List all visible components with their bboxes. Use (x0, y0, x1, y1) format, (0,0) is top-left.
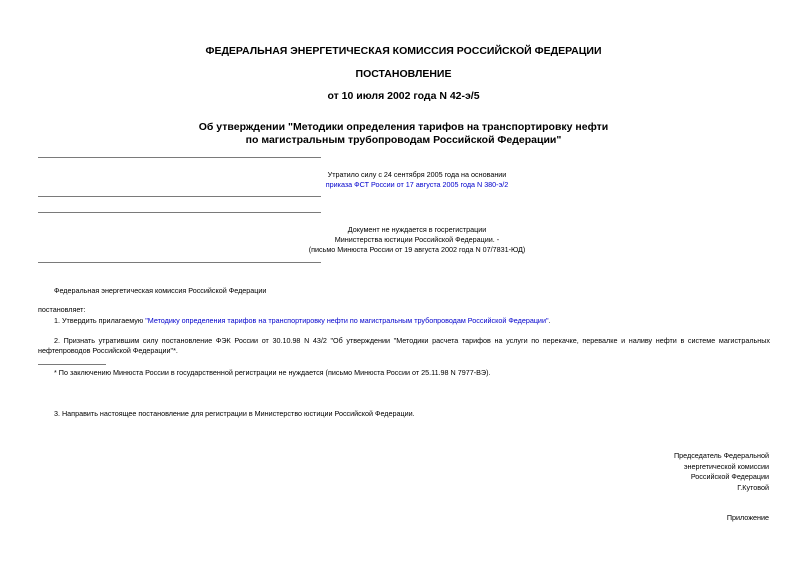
item-1-prefix: 1. Утвердить прилагаемую (54, 316, 146, 325)
status-note-link[interactable]: приказа ФСТ России от 17 августа 2005 года N 380-э/2 (325, 180, 509, 189)
appendix-label: Приложение (726, 513, 769, 522)
registration-note-line-3: (письмо Минюста России от 19 августа 2002 года N 07/7831-ЮД) (308, 245, 526, 254)
document-subject (0, 121, 807, 147)
status-note (242, 170, 592, 190)
signature-line-2: энергетической комиссии (683, 461, 769, 471)
subject-line-2: по магистральным трубопроводам Российской Федерации" (245, 134, 562, 146)
registration-note-line-2: Министерства юстиции Российской Федерации. - (334, 235, 500, 244)
resolves-text: постановляет: (38, 305, 86, 314)
item-1-suffix: . (548, 316, 551, 325)
divider (38, 157, 321, 158)
item-2: 2. Признать утратившим силу постановление ФЭК России от 30.10.98 N 43/2 "Об утверждении "Методики расчета тарифов на услуги по перекачке, перевалке и наливу нефти в системе магистральных нефтепроводов Российской Федерации"*. (38, 336, 770, 355)
signature-line-1: Председатель Федеральной (674, 451, 769, 460)
signature-block (569, 451, 769, 493)
subject-line-1: Об утверждении "Методики определения тарифов на транспортировку нефти (198, 121, 609, 133)
signatory-name: Г.Кутовой (737, 482, 769, 492)
methodology-link[interactable]: "Методику определения тарифов на транспортировку нефти по магистральным трубопроводам Российской Федерации" (145, 316, 549, 325)
document-type: ПОСТАНОВЛЕНИЕ (355, 68, 452, 80)
item-1 (54, 316, 770, 326)
footnote-divider (38, 364, 106, 365)
divider (38, 262, 321, 263)
signature-line-3: Российской Федерации (690, 472, 769, 481)
intro-text: Федеральная энергетическая комиссия Российской Федерации (54, 286, 267, 295)
organization-title: ФЕДЕРАЛЬНАЯ ЭНЕРГЕТИЧЕСКАЯ КОМИССИЯ РОССИЙСКОЙ ФЕДЕРАЦИИ (205, 45, 602, 57)
registration-note (242, 225, 592, 255)
divider (38, 196, 321, 197)
item-3: 3. Направить настоящее постановление для регистрации в Министерство юстиции Российской Федерации. (54, 409, 415, 418)
divider (38, 212, 321, 213)
registration-note-line-1: Документ не нуждается в госрегистрации (347, 225, 487, 234)
status-note-text: Утратило силу с 24 сентября 2005 года на основании (327, 170, 507, 179)
footnote: * По заключению Минюста России в государственной регистрации не нуждается (письмо Минюста России от 25.11.98 N 7977-ВЭ). (54, 368, 491, 377)
document-date-number: от 10 июля 2002 года N 42-э/5 (327, 90, 480, 102)
